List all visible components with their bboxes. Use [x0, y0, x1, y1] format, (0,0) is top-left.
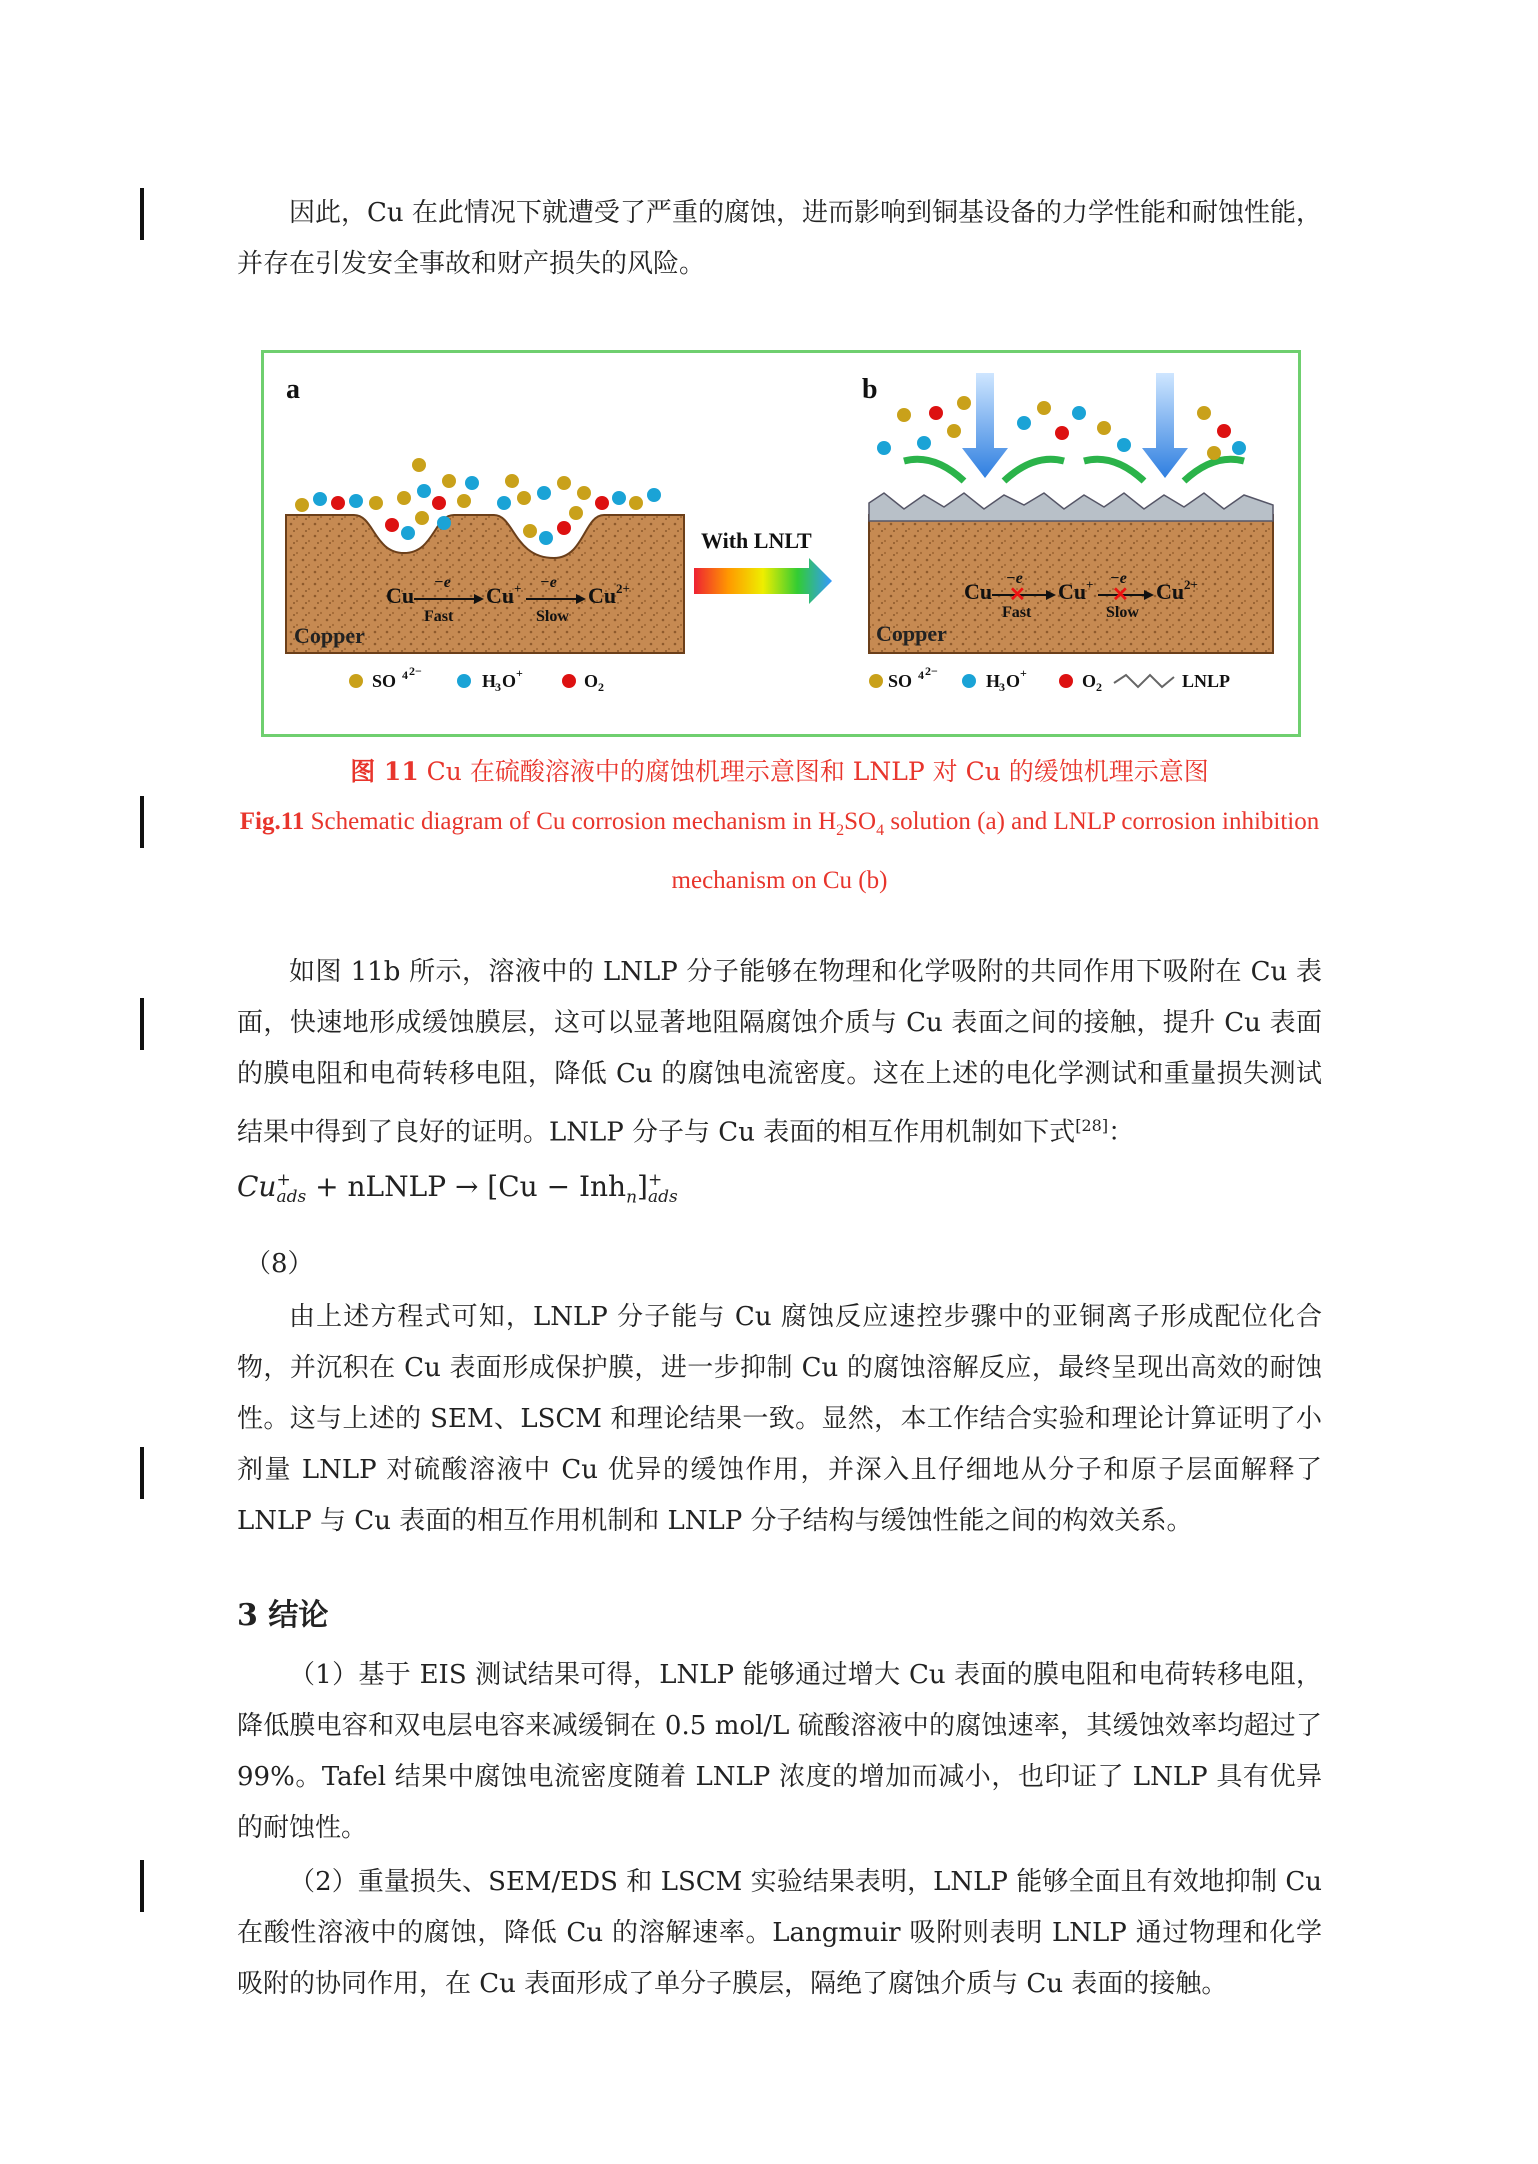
svg-text:Slow: Slow [1106, 604, 1139, 621]
svg-text:H: H [482, 671, 497, 691]
paragraph-4: （1）基于 EIS 测试结果可得，LNLP 能够通过增大 Cu 表面的膜电阻和电荷转移电阻，降低膜电容和双电层电容来减缓铜在 0.5 mol/L 硫酸溶液中的腐蚀速率，其缓蚀效率均超过了 99%。Tafel 结果中腐蚀电流密度随着 LNLP 浓度的增加而减小，也印证了 LNLP 具有优异的耐蚀性。 [237, 1660, 1322, 1843]
change-bar [140, 1447, 144, 1499]
arrow-label: With LNLT [701, 528, 812, 553]
caption-cn [237, 747, 1322, 797]
svg-text:2: 2 [598, 680, 604, 694]
blue-arrow [962, 373, 1008, 478]
caption-en: Fig.11 Schematic diagram of Cu corrosion mechanism in $H_2SO_4$ solution (a) and LNLP corrosion inhibition mechanism on Cu (b) [239, 808, 1320, 894]
lnlp-film [869, 493, 1273, 521]
panel-b-label: b [862, 374, 878, 405]
svg-text:+: + [514, 581, 522, 596]
svg-text:Cu: Cu [486, 583, 515, 608]
svg-text:Cu: Cu [964, 579, 993, 604]
svg-text:2−: 2− [925, 664, 938, 678]
svg-text:4: 4 [402, 668, 408, 682]
copper-label-b: Copper [876, 621, 947, 646]
svg-text:−e: −e [1006, 570, 1023, 587]
change-bar [140, 796, 144, 848]
copper-label-a: Copper [294, 623, 365, 648]
svg-text:Fast: Fast [1002, 604, 1032, 621]
repulsion-arrows [904, 459, 1244, 481]
paragraph-1: 因此，Cu 在此情况下就遭受了严重的腐蚀，进而影响到铜基设备的力学性能和耐蚀性能，并存在引发安全事故和财产损失的风险。 [237, 198, 1322, 279]
svg-text:O: O [584, 671, 599, 691]
rainbow-arrow [694, 558, 832, 604]
change-bar [140, 998, 144, 1050]
svg-text:+: + [1086, 577, 1094, 592]
equation-number: （8） [245, 1249, 314, 1279]
svg-text:2: 2 [1096, 680, 1102, 694]
paragraph-5: （2）重量损失、SEM/EDS 和 LSCM 实验结果表明，LNLP 能够全面且有效地抑制 Cu 在酸性溶液中的腐蚀，降低 Cu 的溶解速率。Langmuir 吸附则表明 LNLP 通过物理和化学吸附的协同作用，在 Cu 表面形成了单分子膜层，隔绝了腐蚀介质与 Cu 表面的接触。 [237, 1867, 1322, 1999]
svg-text:2+: 2+ [616, 581, 630, 596]
svg-text:Cu: Cu [1156, 579, 1185, 604]
panel-a-label: a [286, 374, 300, 405]
figure-11 [261, 350, 1301, 737]
svg-text:Cu: Cu [386, 583, 415, 608]
svg-text:O: O [502, 671, 517, 691]
blue-arrow [1142, 373, 1188, 478]
svg-text:H: H [986, 671, 1001, 691]
legend-a [349, 664, 604, 694]
svg-text:O: O [1006, 671, 1021, 691]
svg-text:−e: −e [540, 574, 557, 591]
section-heading: 3 结论 [237, 1598, 329, 1633]
svg-text:LNLP: LNLP [1182, 671, 1231, 691]
svg-text:+: + [516, 666, 523, 680]
change-bar [140, 1860, 144, 1912]
corrosion-mechanism-diagram [264, 353, 1298, 734]
svg-text:Cu: Cu [588, 583, 617, 608]
svg-text:2−: 2− [409, 664, 422, 678]
paragraph-3: 由上述方程式可知，LNLP 分子能与 Cu 腐蚀反应速控步骤中的亚铜离子形成配位化合物，并沉积在 Cu 表面形成保护膜，进一步抑制 Cu 的腐蚀溶解反应，最终呈现出高效的耐蚀性。这与上述的 SEM、LSCM 和理论结果一致。显然，本工作结合实验和理论计算证明了小剂量 LNLP 对硫酸溶液中 Cu 优异的缓蚀作用，并深入且仔细地从分子和原子层面解释了 LNLP 与 Cu 表面的相互作用机制和 LNLP 分子结构与缓蚀性能之间的构效关系。 [237, 1302, 1322, 1536]
svg-text:2+: 2+ [1184, 577, 1198, 592]
caption-en-label: Fig.11 [239, 808, 305, 835]
legend-b [869, 664, 1230, 694]
svg-text:−e: −e [434, 574, 451, 591]
svg-text:Cu: Cu [1058, 579, 1087, 604]
particles-b [877, 396, 1246, 460]
svg-text:−e: −e [1110, 570, 1127, 587]
svg-text:O: O [1082, 671, 1097, 691]
paragraph-2: 如图 11b 所示，溶液中的 LNLP 分子能够在物理和化学吸附的共同作用下吸附在 Cu 表面，快速地形成缓蚀膜层，这可以显著地阻隔腐蚀介质与 Cu 表面之间的接触，提升 Cu 表面的膜电阻和电荷转移电阻，降低 Cu 的腐蚀电流密度。这在上述的电化学测试和重量损失测试结果中得到了良好的证明。LNLP 分子与 Cu 表面的相互作用机制如下式[28]： [237, 957, 1322, 1148]
caption-cn-label: 图 11 [350, 757, 419, 786]
svg-text:✕: ✕ [1009, 584, 1026, 606]
svg-text:4: 4 [918, 668, 924, 682]
svg-text:✕: ✕ [1112, 584, 1129, 606]
svg-text:3: 3 [999, 680, 1005, 694]
svg-text:+: + [1020, 666, 1027, 680]
svg-text:Fast: Fast [424, 608, 454, 625]
caption-cn-text: Cu 在硫酸溶液中的腐蚀机理示意图和 LNLP 对 Cu 的缓蚀机理示意图 [418, 757, 1209, 786]
svg-text:SO: SO [888, 671, 913, 691]
change-bar [140, 188, 144, 240]
svg-text:3: 3 [495, 680, 501, 694]
svg-text:Slow: Slow [536, 608, 569, 625]
svg-text:SO: SO [372, 671, 397, 691]
equation: Cu + ads + nLNLP → [Cu − Inh$_n$] + ads [237, 1169, 678, 1208]
